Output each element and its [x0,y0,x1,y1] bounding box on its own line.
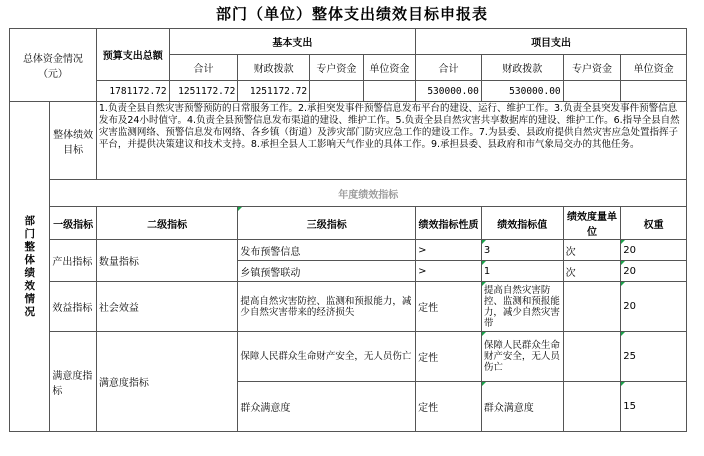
sub-header: 单位资金 [363,55,416,81]
indicator-level3: 群众满意度 [238,382,416,432]
sub-header: 合计 [169,55,238,81]
indicator-value: 保障人民群众生命财产安全，无人员伤亡 [481,332,563,382]
sub-header: 专户资金 [310,55,364,81]
header-level2: 二级指标 [96,207,237,240]
sub-header: 财政拨款 [238,55,310,81]
basic-expenditure-label: 基本支出 [169,29,416,55]
fund-value: 1251172.72 [169,81,238,102]
indicator-weight: 25 [621,332,687,382]
budget-total-value: 1781172.72 [96,81,169,102]
indicator-level1: 效益指标 [50,282,96,332]
indicator-level1: 产出指标 [50,240,96,282]
indicator-level3: 保障人民群众生命财产安全，无人员伤亡 [238,332,416,382]
indicator-unit [563,332,621,382]
header-weight: 权重 [621,207,687,240]
fund-value [621,81,687,102]
fund-value [563,81,621,102]
header-unit: 绩效度量单位 [563,207,621,240]
indicator-nature: 定性 [416,382,482,432]
indicator-nature: 定性 [416,332,482,382]
indicator-level2: 满意度指标 [96,332,237,432]
indicator-unit: 次 [563,261,621,282]
budget-total-label: 预算支出总额 [96,29,169,81]
indicator-value: 3 [481,240,563,261]
indicator-unit: 次 [563,240,621,261]
header-value: 绩效指标值 [481,207,563,240]
funds-label: 总体资金情况（元） [10,29,97,102]
fund-value: 530000.00 [416,81,482,102]
indicator-level2: 数量指标 [96,240,237,282]
header-level1: 一级指标 [50,207,96,240]
indicator-level3: 发布预警信息 [238,240,416,261]
sub-header: 合计 [416,55,482,81]
fund-value: 530000.00 [481,81,563,102]
indicator-value: 1 [481,261,563,282]
indicator-weight: 20 [621,261,687,282]
header-nature: 绩效指标性质 [416,207,482,240]
sub-header: 财政拨款 [481,55,563,81]
indicator-level2: 社会效益 [96,282,237,332]
overall-goal-label: 整体绩效目标 [50,102,96,180]
indicator-weight: 20 [621,240,687,261]
indicator-value: 提高自然灾害防控、监测和预报能力，减少自然灾害带 [481,282,563,332]
performance-table [9,28,687,432]
indicator-nature: > [416,240,482,261]
indicator-unit [563,282,621,332]
indicator-nature: 定性 [416,282,482,332]
page-title: 部门（单位）整体支出绩效目标申报表 [215,5,488,23]
indicator-weight: 15 [621,382,687,432]
indicator-level1: 满意度指标 [50,332,96,432]
indicator-level3: 乡镇预警联动 [238,261,416,282]
project-expenditure-label: 项目支出 [416,29,687,55]
indicator-weight: 20 [621,282,687,332]
sub-header: 单位资金 [621,55,687,81]
overall-goal-text: 1.负责全县自然灾害预警预防的日常服务工作。2.承担突发事件预警信息发布平台的建设、运行、维护工作。3.负责全县突发事件预警信息发布及24小时值守。4.负责全县预警信息发布渠道的建设、维护工作。5.负责全县自然灾害共享数据库的建设、维护工作。6.指导全县自然灾害监测网络、预警信息发布网络、各乡镇（街道）及涉灾部门防灾应急工作的建设工作。7.为县委、县政府提供自然灾害应急处置指挥子平台，并提供决策建议和技术支持。8.承担全县人工影响天气作业的具体工作。9.承担县委、县政府和市气象局交办的其他任务。 [96,102,686,180]
indicator-value: 群众满意度 [481,382,563,432]
header-level3: 三级指标 [238,207,416,240]
indicator-level3: 提高自然灾害防控、监测和预报能力，减少自然灾害带来的经济损失 [238,282,416,332]
fund-value [363,81,416,102]
annual-indicators-label: 年度绩效指标 [50,180,687,207]
section-label: 部门整体绩效情况 [10,102,50,432]
fund-value: 1251172.72 [238,81,310,102]
indicator-nature: > [416,261,482,282]
sub-header: 专户资金 [563,55,621,81]
fund-value [310,81,364,102]
indicator-unit [563,382,621,432]
